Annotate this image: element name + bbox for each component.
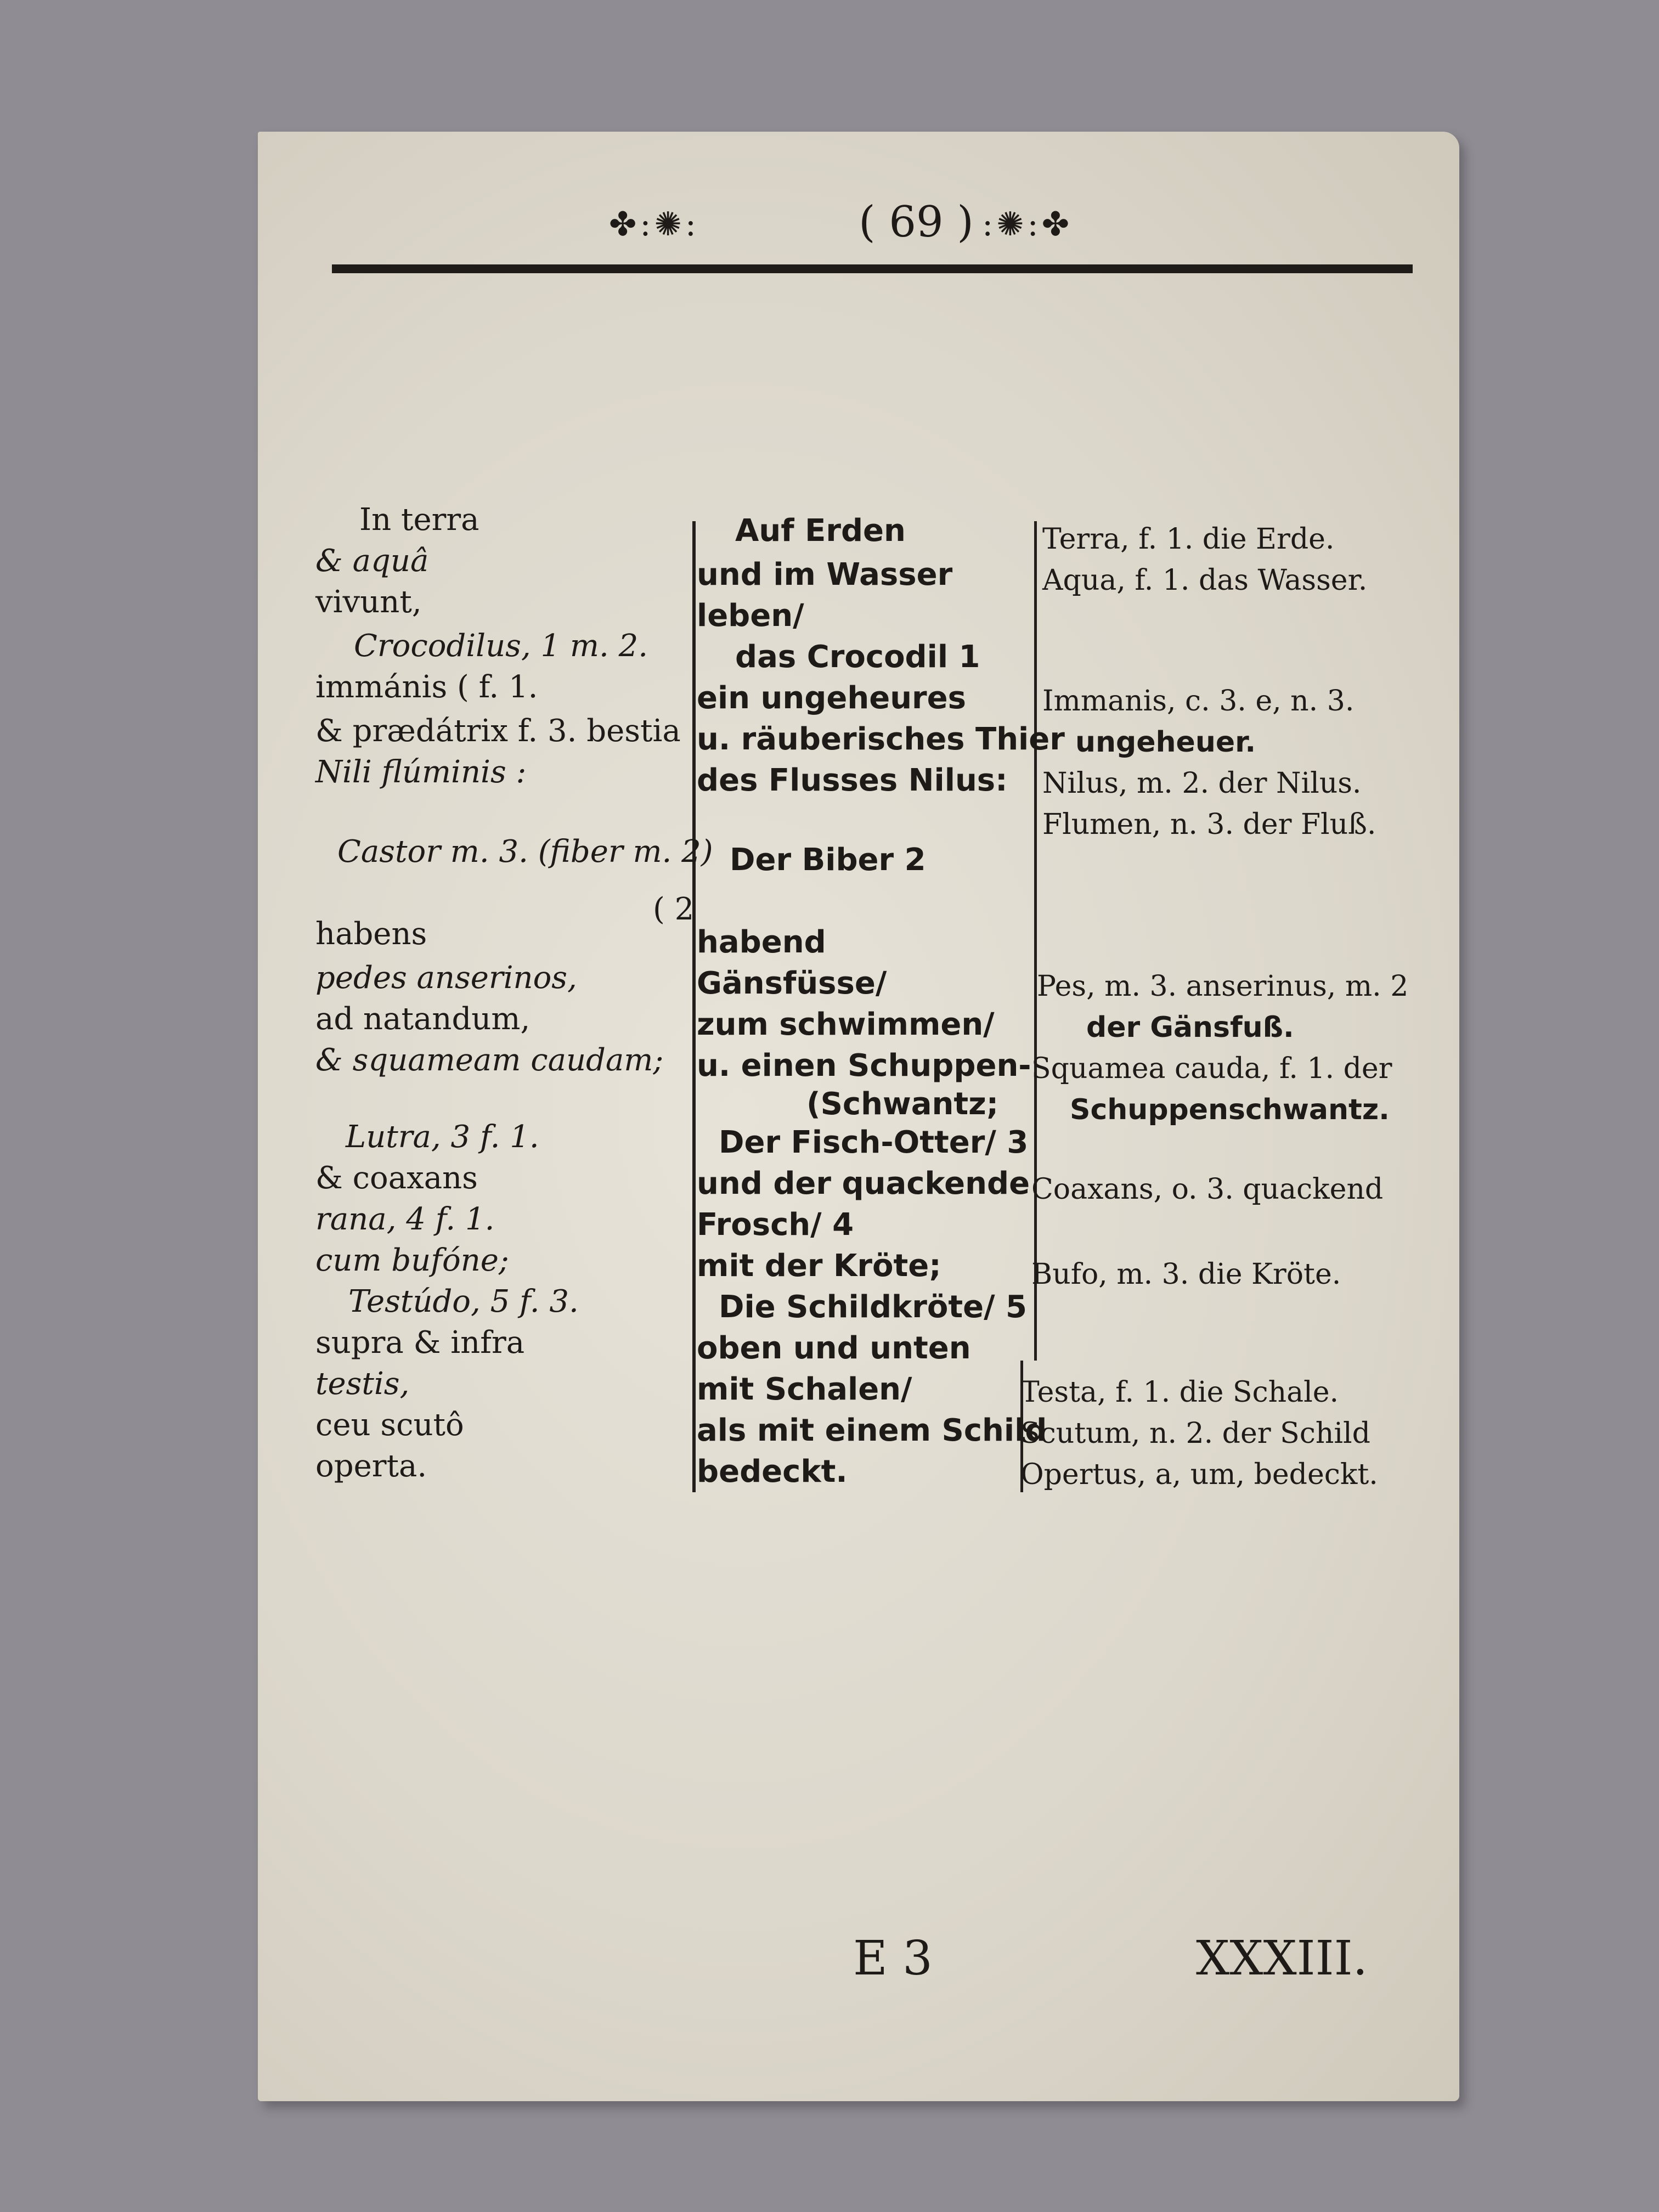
gloss-line: Pes, m. 3. anserinus, m. 2: [1037, 970, 1409, 1003]
german-line: das Crocodil 1: [735, 639, 980, 675]
ornament-left: ✤:✺:: [609, 205, 699, 244]
gloss-line: Bufo, m. 3. die Kröte.: [1031, 1258, 1341, 1291]
latin-line: Nili flúminis :: [315, 754, 527, 790]
gloss-line: Squamea cauda, f. 1. der: [1031, 1052, 1392, 1085]
german-line: und im Wasser: [697, 557, 953, 592]
gloss-line: Flumen, n. 3. der Fluß.: [1042, 808, 1376, 841]
latin-line: ceu scutô: [315, 1407, 464, 1443]
gloss-line: der Gänsfuß.: [1086, 1011, 1294, 1044]
german-line: ein ungeheures: [697, 680, 966, 716]
latin-line: immánis ( f. 1.: [315, 669, 538, 705]
gloss-line: Scutum, n. 2. der Schild: [1020, 1417, 1370, 1450]
latin-line: habens: [315, 916, 427, 952]
german-line: Auf Erden: [735, 513, 906, 549]
german-line: Gänsfüsse/: [697, 966, 887, 1001]
latin-line: pedes anserinos,: [315, 960, 577, 996]
german-line: mit Schalen/: [697, 1372, 912, 1407]
section-number: XXXIII.: [1196, 1931, 1368, 1986]
latin-line: In terra: [359, 502, 479, 538]
gloss-line: Testa, f. 1. die Schale.: [1020, 1376, 1339, 1409]
gloss-line: Opertus, a, um, bedeckt.: [1020, 1458, 1378, 1491]
latin-line: Crocodilus, 1 m. 2.: [354, 628, 648, 664]
latin-line: vivunt,: [315, 584, 422, 620]
latin-line: & aquâ: [315, 543, 429, 579]
german-line: und der quackende: [697, 1166, 1030, 1201]
gloss-line: Aqua, f. 1. das Wasser.: [1042, 564, 1368, 597]
german-line: u. räuberisches Thier: [697, 721, 1065, 757]
gloss-line: Nilus, m. 2. der Nilus.: [1042, 767, 1362, 800]
german-line: des Flusses Nilus:: [697, 763, 1008, 798]
gloss-line: Coaxans, o. 3. quackend: [1031, 1173, 1384, 1206]
german-line: u. einen Schuppen-: [697, 1048, 1031, 1084]
latin-line: operta.: [315, 1448, 427, 1484]
latin-line: & prædátrix f. 3. bestia: [315, 713, 681, 749]
ornament-right: :✺:✤: [982, 205, 1073, 244]
gloss-line: Schuppenschwantz.: [1070, 1093, 1390, 1126]
latin-line: ad natandum,: [315, 1001, 531, 1037]
german-line: leben/: [697, 598, 804, 634]
german-line: oben und unten: [697, 1330, 971, 1366]
latin-line: rana, 4 f. 1.: [315, 1201, 495, 1237]
german-line: Der Fisch-Otter/ 3: [719, 1125, 1029, 1160]
signature-mark: E 3: [853, 1931, 933, 1986]
gloss-line: Terra, f. 1. die Erde.: [1042, 523, 1335, 556]
latin-line: supra & infra: [315, 1325, 525, 1361]
latin-line: ( 2: [653, 891, 695, 927]
german-line: Der Biber 2: [730, 842, 926, 878]
latin-line: & coaxans: [315, 1160, 478, 1196]
german-line: zum schwimmen/: [697, 1007, 995, 1042]
german-line: Die Schildkröte/ 5: [719, 1289, 1028, 1325]
german-line: als mit einem Schild: [697, 1413, 1047, 1448]
german-line: habend: [697, 924, 826, 960]
latin-line: cum bufóne;: [315, 1243, 509, 1278]
latin-line: Testúdo, 5 f. 3.: [348, 1284, 579, 1319]
german-line: (Schwantz;: [806, 1086, 999, 1122]
latin-line: Castor m. 3. (fiber m. 2): [337, 834, 713, 870]
column-divider-right: [1034, 521, 1037, 1361]
gloss-line: ungeheuer.: [1075, 726, 1256, 759]
header-rule: [332, 264, 1413, 273]
german-line: Frosch/ 4: [697, 1207, 854, 1243]
german-line: mit der Kröte;: [697, 1248, 941, 1284]
german-line: bedeckt.: [697, 1454, 848, 1489]
latin-line: & squameam caudam;: [315, 1042, 664, 1078]
page-header: [335, 198, 1421, 258]
latin-line: Lutra, 3 f. 1.: [346, 1119, 539, 1155]
latin-line: testis,: [315, 1366, 410, 1402]
gloss-line: Immanis, c. 3. e, n. 3.: [1042, 685, 1355, 718]
page-number: ( 69 ): [859, 198, 974, 247]
column-divider-left: [692, 521, 696, 1492]
